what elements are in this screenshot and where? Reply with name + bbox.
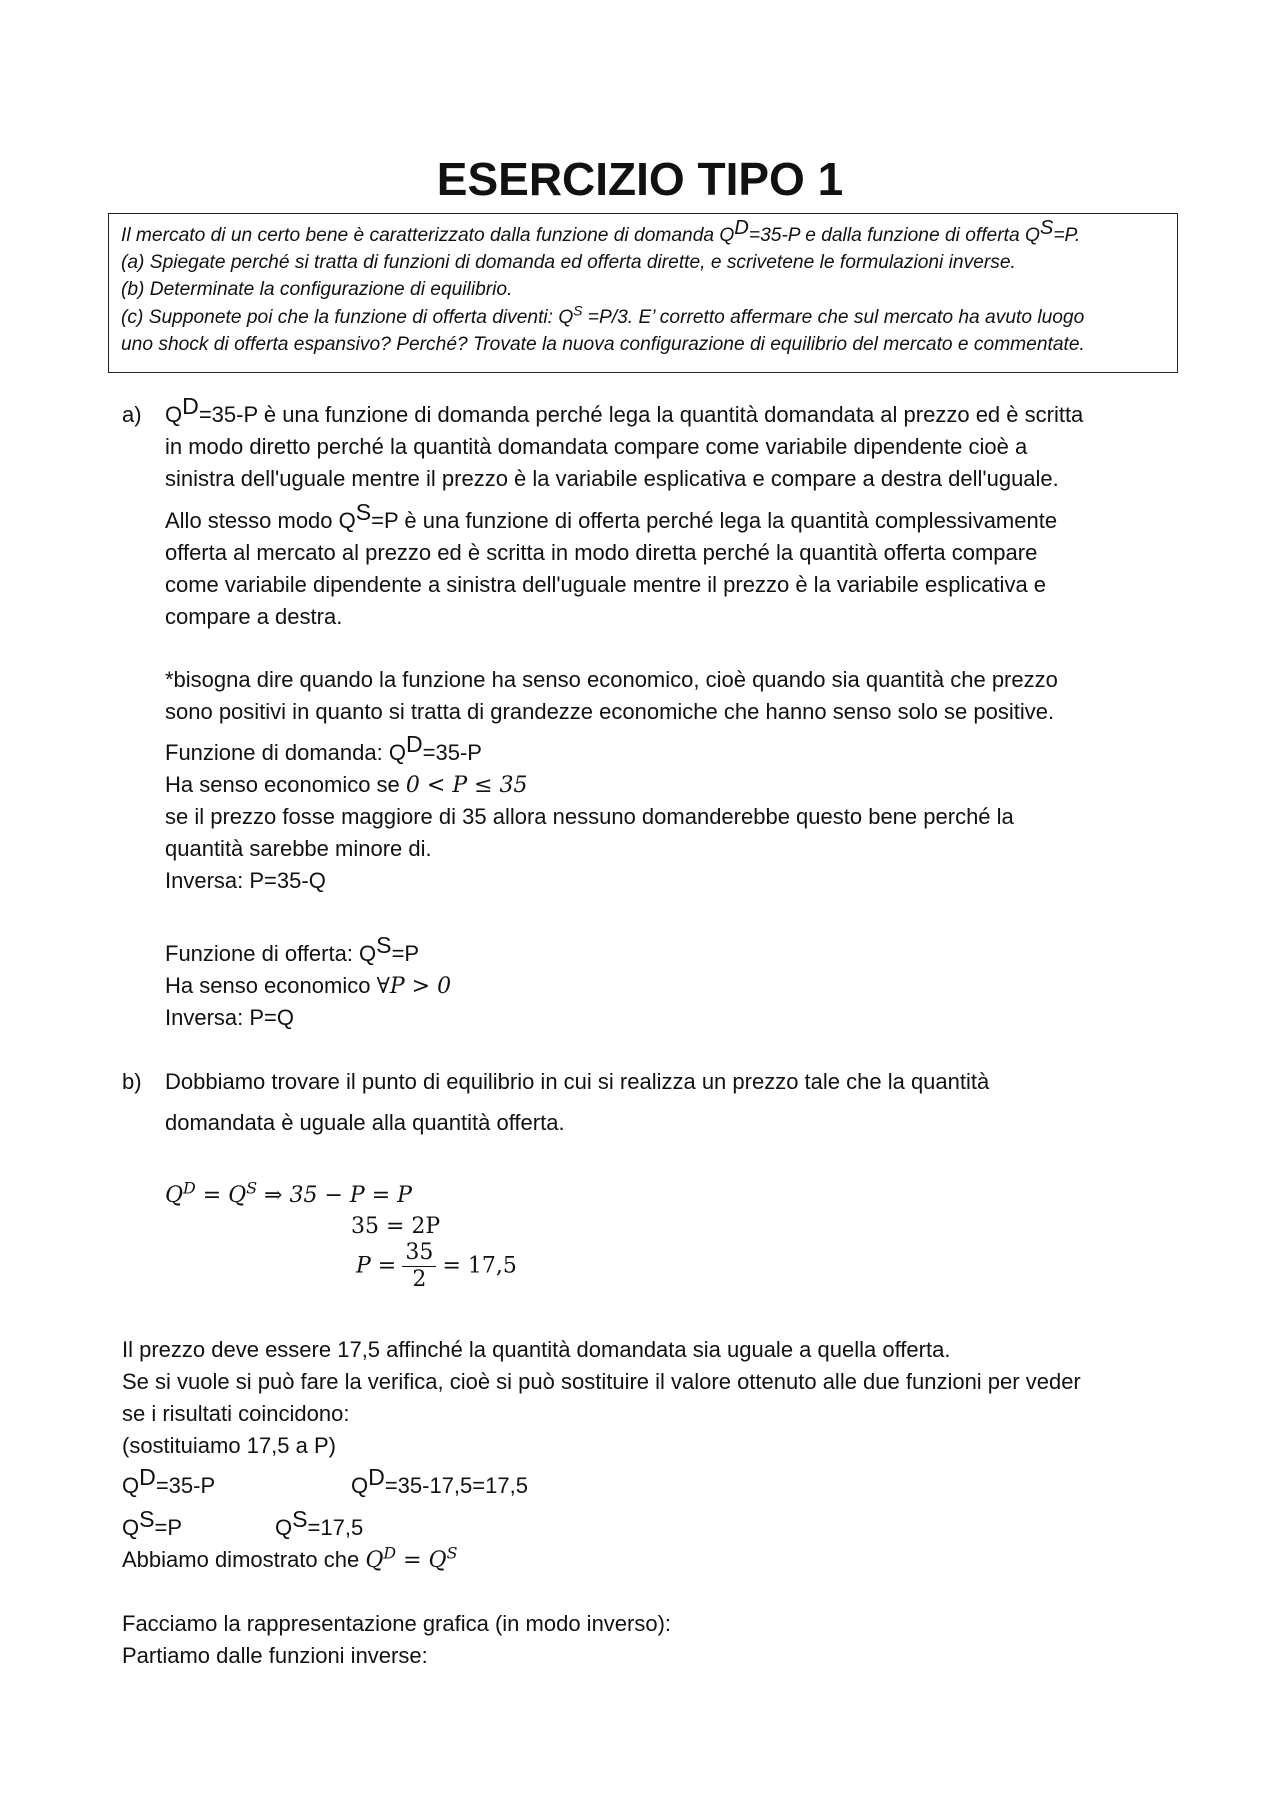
note-line-1: *bisogna dire quando la funzione ha senso economico, cioè quando sia quantità che prezzo [165, 667, 1058, 692]
section-b-marker: b) [122, 1069, 142, 1094]
graph-intro-line-1: Facciamo la rappresentazione grafica (in modo inverso): [122, 1611, 672, 1636]
problem-line-3: (b) Determinate la configurazione di equilibrio. [121, 279, 513, 301]
equilibrium-intro-line-1: Dobbiamo trovare il punto di equilibrio in cui si realizza un prezzo tale che la quantità [165, 1069, 990, 1094]
supply-economic-sense: Ha senso economico ∀P > 0 [165, 973, 452, 999]
result-line-3: se i risultati coincidono: [122, 1401, 350, 1426]
supply-definition-line-2: offerta al mercato al prezzo ed è scritta in modo diretta perché la quantità offerta compare [165, 540, 1038, 565]
demand-explanation-line-1: se il prezzo fosse maggiore di 35 allora nessuno domanderebbe questo bene perché la [165, 804, 1014, 829]
supply-definition-line-1: Allo stesso modo $Q^S=P$ è una funzione di offerta perché lega la quantità complessivamente [165, 498, 1058, 533]
equilibrium-intro-line-2: domandata è uguale alla quantità offerta. [165, 1110, 565, 1135]
demand-function-label: Funzione di domanda: $Q^D=35-P$ [165, 730, 482, 765]
demand-inverse: Inversa: P=35-Q [165, 868, 326, 893]
problem-line-2: (a) Spiegate perché si tratta di funzioni di domanda ed offerta dirette, e scrivetene le formulazioni inverse. [121, 252, 1016, 274]
problem-line-4: (c) Supponete poi che la funzione di offerta diventi: $Q^S =P/3$. E’ corretto affermare che sul mercato ha avuto luogo [121, 302, 1085, 328]
verify-supply-function: $Q^S=P$ [122, 1505, 183, 1540]
supply-definition-line-3: come variabile dipendente a sinistra dell'uguale mentre il prezzo è la variabile esplicativa e [165, 572, 1047, 597]
problem-line-5: uno shock di offerta espansivo? Perché? Trovate la nuova configurazione di equilibrio del mercato e commentate. [121, 333, 1085, 355]
equation-1-text: $Q^D = Q^S$ ⇒ 35 − P = P [165, 1178, 412, 1208]
demand-definition-line-2: in modo diretto perché la quantità domandata compare come variabile dipendente cioè a [165, 434, 1028, 459]
proof-line: Abbiamo dimostrato che $Q^D = Q^S$ [122, 1543, 458, 1573]
demand-definition-line-1: $Q^D=35-P$ è una funzione di domanda perché lega la quantità domandata al prezzo ed è scritta [165, 392, 1084, 427]
verify-demand-function: $Q^D=35-P$ [122, 1463, 216, 1498]
demand-explanation-line-2: quantità sarebbe minore di. [165, 836, 432, 861]
problem-statement-box [108, 213, 1178, 373]
demand-definition-line-3: sinistra dell'uguale mentre il prezzo è la variabile esplicativa e compare a destra dell'uguale. [165, 466, 1059, 491]
graph-intro-line-2: Partiamo dalle funzioni inverse: [122, 1643, 428, 1668]
demand-economic-sense: Ha senso economico se 0 < P ≤ 35 [165, 772, 528, 798]
equation-1 [165, 1180, 412, 1212]
problem-line-1: Il mercato di un certo bene è caratterizzato dalla funzione di domanda $Q^D=35-P$ e dalla funzione di offerta $Q^S=P$. [121, 216, 1081, 246]
page-title: ESERCIZIO TIPO 1 [436, 153, 844, 205]
note-line-2: sono positivi in quanto si tratta di grandezze economiche che hanno senso solo se positive. [165, 699, 1055, 724]
supply-definition-line-4: compare a destra. [165, 604, 343, 629]
result-line-2: Se si vuole si può fare la verifica, cioè si può sostituire il valore ottenuto alle due funzioni per veder [122, 1369, 1081, 1394]
equation-2: 35 = 2P [351, 1214, 441, 1239]
result-line-4: (sostituiamo 17,5 a P) [122, 1433, 336, 1458]
supply-inverse: Inversa: P=Q [165, 1005, 295, 1030]
result-line-1: Il prezzo deve essere 17,5 affinché la quantità domandata sia uguale a quella offerta. [122, 1337, 951, 1362]
verify-demand-value: $Q^D=35-17,5=17,5$ [351, 1463, 528, 1498]
supply-function-label: Funzione di offerta: $Q^S=P$ [165, 931, 420, 966]
fraction-35-over-2: $\frac{35}{2}$ [402, 1240, 436, 1293]
equation-3: P = $\frac{35}{2}$ = 17,5 [356, 1240, 517, 1292]
verify-supply-value: $Q^S=17,5$ [275, 1505, 364, 1540]
section-a-marker: a) [122, 402, 142, 427]
